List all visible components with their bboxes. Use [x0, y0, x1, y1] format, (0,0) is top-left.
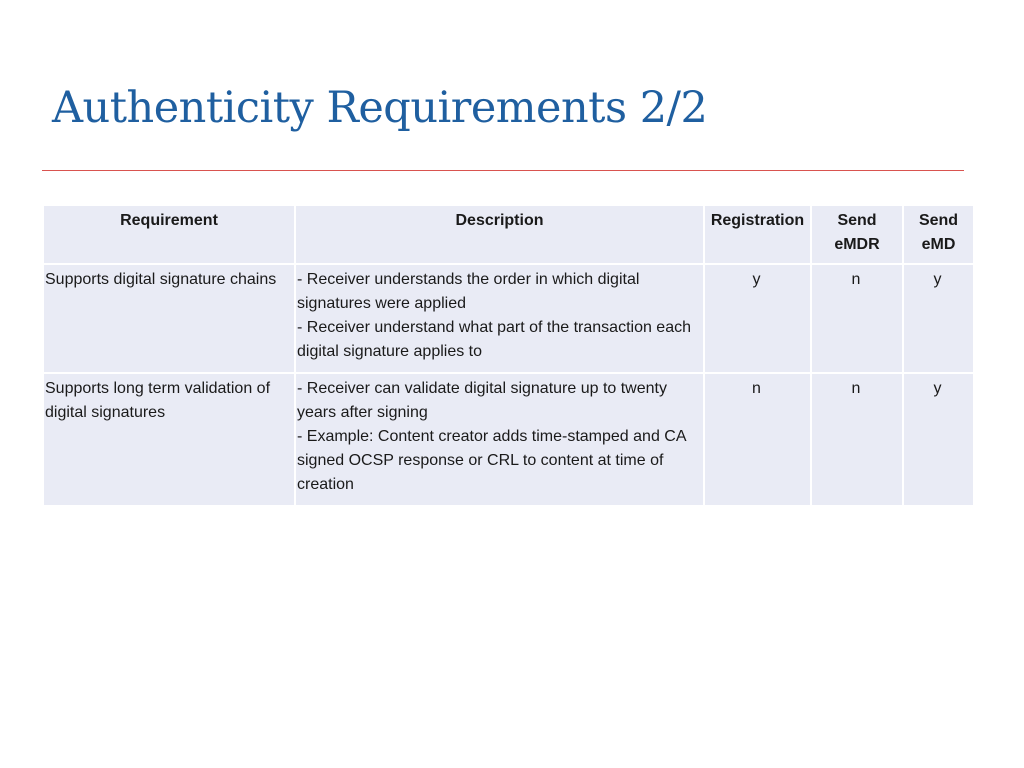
header-description: Description [295, 205, 704, 264]
table-row [43, 373, 974, 506]
title-divider [42, 170, 964, 171]
cell-registration: n [704, 373, 811, 506]
header-send-emdr-line2: eMDR [834, 236, 880, 253]
cell-description [295, 264, 704, 373]
cell-send-emdr: n [811, 264, 903, 373]
description-point: - Receiver understand what part of the transaction each digital signature applies to [297, 319, 691, 360]
header-send-emd-line2: eMD [921, 236, 956, 253]
cell-registration: y [704, 264, 811, 373]
header-registration: Registration [704, 205, 811, 264]
table-row [43, 264, 974, 373]
description-point: - Receiver understands the order in which digital signatures were applied [297, 271, 640, 312]
cell-send-emdr: n [811, 373, 903, 506]
header-send-emdr-line1: Send [837, 212, 877, 229]
cell-send-emd: y [903, 373, 974, 506]
header-send-emd-line1: Send [918, 212, 959, 229]
description-point: - Example: Content creator adds time-stamped and CA signed OCSP response or CRL to content at time of creation [297, 428, 686, 493]
requirements-table [42, 204, 975, 507]
table-header-row [43, 205, 974, 264]
cell-send-emd: y [903, 264, 974, 373]
header-send-emdr [811, 205, 903, 264]
cell-description [295, 373, 704, 506]
description-point: - Receiver can validate digital signature up to twenty years after signing [297, 380, 667, 421]
header-requirement: Requirement [43, 205, 295, 264]
header-send-emd [903, 205, 974, 264]
cell-requirement: Supports digital signature chains [43, 264, 295, 373]
slide-title: Authenticity Requirements 2/2 [52, 83, 708, 133]
cell-requirement: Supports long term validation of digital signatures [43, 373, 295, 506]
